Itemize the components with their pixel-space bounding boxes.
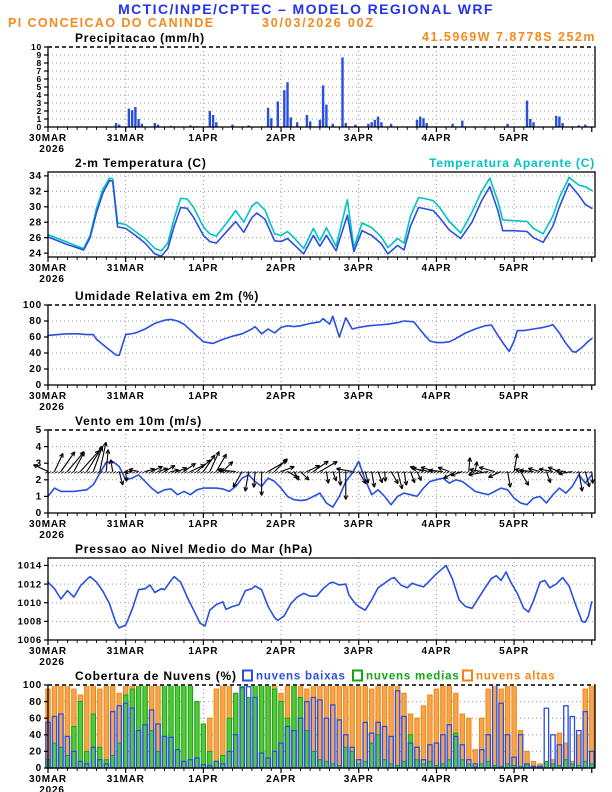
y-tick-label: 2 [36, 106, 42, 117]
y-tick-label: 7 [36, 66, 42, 77]
line-umidade [48, 316, 592, 355]
precip-bar [416, 120, 418, 127]
x-year-label: 2026 [39, 274, 65, 285]
x-day-label: 5APR [499, 774, 530, 785]
y-tick-label: 0 [35, 763, 42, 775]
legend-label: nuvens medias [366, 670, 460, 683]
x-day-label: 31MAR [106, 391, 145, 402]
panel-nuvens [23, 669, 595, 792]
precip-bar [128, 109, 130, 127]
x-day-label: 2APR [266, 519, 296, 530]
line-temperatura [48, 177, 592, 250]
x-day-label: 30MAR [29, 646, 67, 657]
precip-bar [532, 122, 534, 127]
x-day-label: 5APR [499, 646, 530, 657]
x-day-label: 1APR [188, 263, 219, 274]
y-tick-label: 24 [29, 248, 42, 260]
precip-bar [131, 110, 133, 127]
y-tick-label: 9 [36, 50, 42, 61]
legend-label: nuvens altas [476, 670, 556, 683]
y-tick-label: 80 [29, 316, 42, 328]
line-pressao [48, 566, 592, 628]
precip-bar [270, 118, 272, 127]
x-day-label: 30MAR [29, 263, 67, 274]
y-tick-label: 1 [36, 114, 42, 125]
y-tick-label: 1014 [17, 560, 42, 572]
y-tick-label: 4 [35, 441, 42, 453]
x-day-label: 5APR [499, 263, 530, 274]
panel-title-temperatura: 2-m Temperatura (C) [75, 156, 207, 170]
precip-bar [309, 121, 311, 127]
precip-bar [306, 115, 308, 127]
x-day-label: 31MAR [106, 263, 145, 274]
x-day-label: 5APR [499, 391, 530, 402]
y-tick-label: 20 [29, 746, 42, 758]
precip-bar [558, 117, 560, 127]
x-day-label: 30MAR [29, 133, 67, 144]
x-day-label: 3APR [343, 646, 374, 657]
precip-bar [341, 57, 343, 127]
precip-bar [134, 107, 136, 127]
line-temperatura [48, 181, 592, 257]
legend-aparente: Temperatura Aparente (C) [429, 156, 595, 170]
panel-title-vento: Vento em 10m (m/s) [75, 414, 203, 428]
precip-bar [419, 117, 421, 127]
x-year-label: 2026 [39, 144, 65, 155]
x-year-label: 2026 [39, 785, 65, 792]
y-tick-label: 3 [36, 98, 42, 109]
precip-bar [283, 90, 285, 127]
x-day-label: 4APR [421, 646, 452, 657]
x-day-label: 1APR [188, 391, 219, 402]
precip-bar [212, 115, 214, 127]
x-day-label: 2APR [266, 263, 296, 274]
y-tick-label: 100 [22, 300, 42, 312]
precip-bar [286, 82, 288, 127]
x-day-label: 1APR [188, 519, 219, 530]
y-tick-label: 1012 [17, 579, 42, 591]
x-day-label: 2APR [266, 133, 296, 144]
panel-title-nuvens: Cobertura de Nuvens (%) [75, 669, 237, 683]
y-tick-label: 60 [29, 713, 42, 725]
y-tick-label: 5 [36, 82, 42, 93]
y-tick-label: 2 [35, 475, 42, 486]
x-day-label: 31MAR [106, 133, 145, 144]
y-tick-label: 0 [35, 508, 42, 520]
x-day-label: 31MAR [106, 646, 145, 657]
y-tick-label: 5 [35, 425, 42, 437]
y-tick-label: 80 [29, 696, 42, 708]
y-tick-label: 32 [29, 186, 42, 198]
panel-temperatura [29, 156, 595, 285]
precip-bar [422, 118, 424, 127]
y-tick-label: 8 [36, 58, 42, 69]
panel-vento [29, 414, 595, 541]
y-tick-label: 6 [36, 74, 42, 85]
precip-bar [319, 120, 321, 127]
y-tick-label: 34 [29, 171, 42, 183]
panel-umidade [23, 289, 595, 413]
x-day-label: 5APR [499, 133, 530, 144]
x-day-label: 1APR [188, 774, 219, 785]
x-day-label: 2APR [266, 646, 296, 657]
y-tick-label: 1010 [17, 597, 42, 609]
precip-bar [296, 122, 298, 127]
y-tick-label: 0 [35, 380, 42, 392]
precip-bar [526, 101, 528, 127]
x-day-label: 3APR [343, 133, 374, 144]
y-tick-label: 1 [35, 491, 42, 503]
x-day-label: 4APR [421, 133, 452, 144]
precip-bar [529, 119, 531, 127]
y-tick-label: 4 [36, 90, 42, 101]
precip-bar [371, 122, 373, 127]
y-tick-label: 0 [36, 122, 42, 133]
x-day-label: 4APR [421, 519, 452, 530]
panel-pressao [18, 542, 595, 668]
x-day-label: 4APR [421, 774, 452, 785]
x-day-label: 4APR [421, 263, 452, 274]
precip-bar [215, 122, 217, 127]
precip-bar [555, 116, 557, 127]
x-year-label: 2026 [39, 657, 65, 668]
y-tick-label: 100 [22, 680, 42, 692]
x-day-label: 1APR [188, 646, 219, 657]
precip-bar [377, 117, 379, 127]
x-day-label: 2APR [266, 391, 296, 402]
legend-label: nuvens baixas [256, 670, 346, 683]
precip-bar [290, 117, 292, 127]
precip-bar [325, 105, 327, 127]
y-tick-label: 60 [29, 332, 42, 344]
precip-bar [209, 111, 211, 127]
precip-bar [322, 85, 324, 127]
precip-bar [137, 119, 139, 127]
panel-title-pressao: Pressao ao Nivel Medio do Mar (hPa) [75, 542, 314, 556]
precip-bar [380, 122, 382, 127]
precip-bar [461, 121, 463, 127]
x-day-label: 30MAR [29, 391, 67, 402]
panel-title-umidade: Umidade Relativa em 2m (%) [75, 289, 260, 303]
x-day-label: 4APR [421, 391, 452, 402]
x-day-label: 3APR [343, 263, 374, 274]
panel-title-precipitacao: Precipitacao (mm/h) [75, 31, 205, 45]
x-day-label: 3APR [343, 519, 374, 530]
page-title: MCTIC/INPE/CPTEC – MODELO REGIONAL WRF [118, 1, 494, 17]
y-tick-label: 28 [29, 217, 42, 229]
x-day-label: 31MAR [106, 774, 145, 785]
x-year-label: 2026 [39, 402, 65, 413]
precip-bar [267, 108, 269, 127]
legend-swatch [463, 671, 472, 681]
y-tick-label: 20 [29, 364, 42, 376]
x-year-label: 2026 [39, 530, 65, 541]
y-tick-label: 40 [29, 348, 42, 360]
legend-swatch [243, 671, 252, 681]
panel-precipitacao [29, 31, 595, 155]
y-tick-label: 10 [30, 42, 42, 53]
x-day-label: 1APR [188, 133, 219, 144]
x-day-label: 3APR [343, 391, 374, 402]
station-name: PI CONCEICAO DO CANINDE [8, 16, 215, 30]
x-day-label: 30MAR [29, 519, 67, 530]
station-coords: 41.5969W 7.8778S 252m [422, 30, 596, 44]
x-day-label: 31MAR [106, 519, 145, 530]
y-tick-label: 1006 [17, 635, 42, 647]
wind-arrows [33, 442, 594, 499]
run-datetime: 30/03/2026 00Z [262, 16, 375, 30]
x-day-label: 5APR [499, 519, 530, 530]
x-day-label: 3APR [343, 774, 374, 785]
x-day-label: 2APR [266, 774, 296, 785]
y-tick-label: 26 [29, 232, 42, 244]
precip-bar [277, 101, 279, 127]
y-tick-label: 40 [29, 730, 42, 741]
y-tick-label: 30 [29, 201, 42, 213]
y-tick-label: 1008 [17, 616, 42, 628]
x-day-label: 30MAR [29, 774, 67, 785]
y-tick-label: 3 [35, 458, 42, 470]
precip-bar [374, 120, 376, 127]
legend-swatch [353, 671, 362, 681]
